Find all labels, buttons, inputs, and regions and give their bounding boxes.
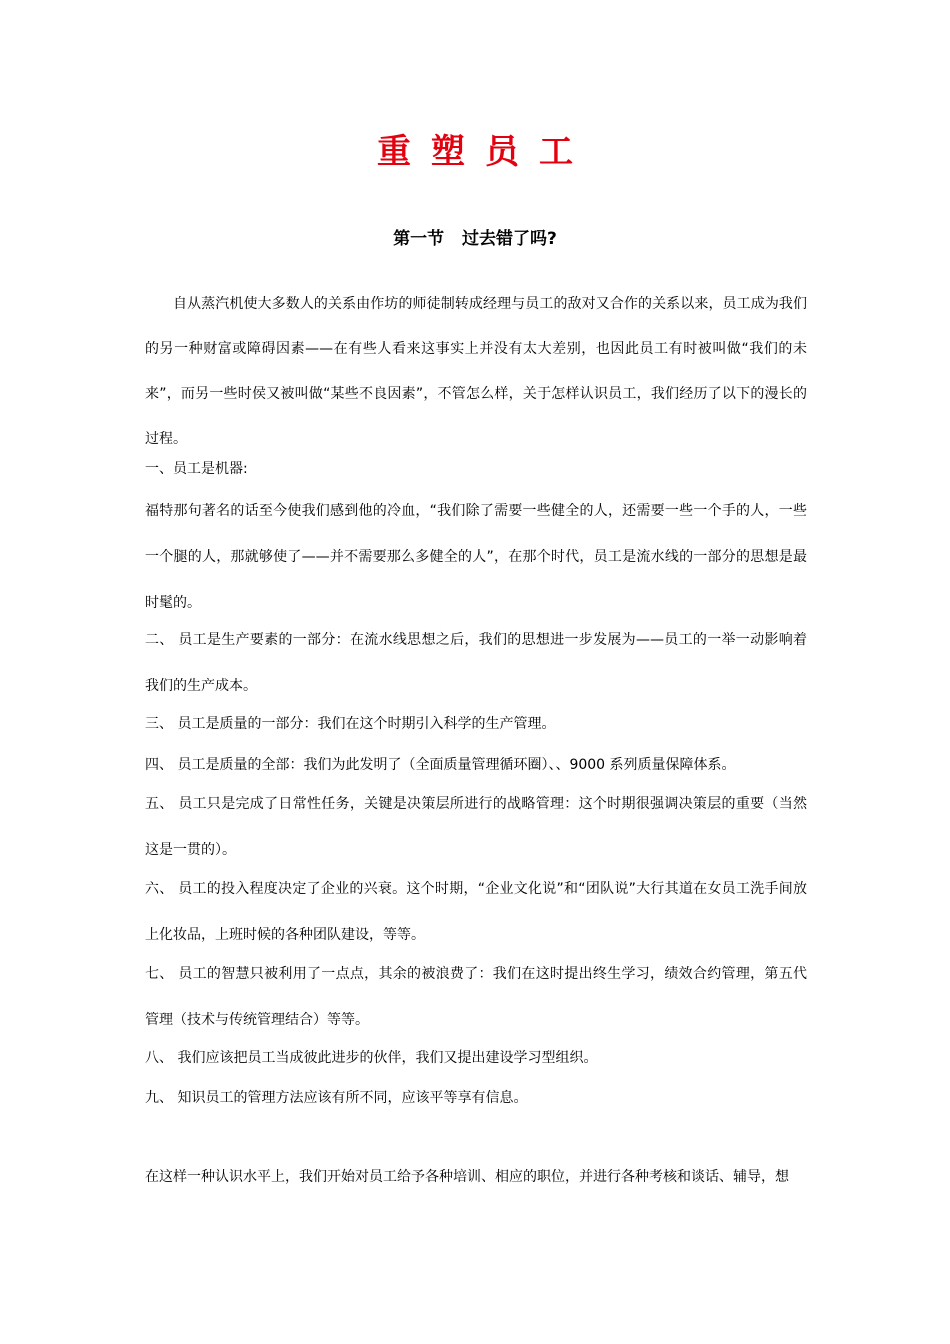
- item-9: 九、 知识员工的管理方法应该有所不同，应该平等享有信息。: [145, 1090, 528, 1106]
- document-title: 重塑员工: [377, 132, 593, 172]
- item-5: 五、 员工只是完成了日常性任务，关键是决策层所进行的战略管理：这个时期很强调决策层的重要（当然这是一贯的）。: [145, 796, 807, 858]
- item-1-heading: 一、员工是机器:: [145, 461, 248, 477]
- item-3: 三、 员工是质量的一部分：我们在这个时期引入科学的生产管理。: [145, 716, 556, 732]
- item-8: 八、 我们应该把员工当成彼此进步的伙伴，我们又提出建设学习型组织。: [145, 1050, 598, 1066]
- item-6: 六、 员工的投入程度决定了企业的兴衰。这个时期，“企业文化说”和“团队说”大行其道在女员工洗手间放上化妆品，上班时候的各种团队建设，等等。: [145, 881, 807, 943]
- item-1-text: 福特那句著名的话至今使我们感到他的冷血，“我们除了需要一些健全的人，还需要一些一个手的人，一些一个腿的人，那就够使了——并不需要那么多健全的人”，在那个时代，员工是流水线的一部分的思想是最时髦的。: [145, 503, 807, 611]
- item-2: 二、 员工是生产要素的一部分：在流水线思想之后，我们的思想进一步发展为——员工的一举一动影响着我们的生产成本。: [145, 632, 807, 694]
- item-4: 四、 员工是质量的全部：我们为此发明了（全面质量管理循环圈）、、9000 系列质量保障体系。: [145, 757, 736, 773]
- item-7: 七、 员工的智慧只被利用了一点点，其余的被浪费了：我们在这时提出终生学习，绩效合约管理，第五代管理（技术与传统管理结合）等等。: [145, 966, 807, 1028]
- section-title: 第一节 过去错了吗?: [393, 229, 557, 249]
- closing-paragraph: 在这样一种认识水平上，我们开始对员工给予各种培训、相应的职位，并进行各种考核和谈话、辅导，想: [145, 1169, 789, 1185]
- intro-paragraph: 自从蒸汽机使大多数人的关系由作坊的师徒制转成经理与员工的敌对又合作的关系以来，员工成为我们的另一种财富或障碍因素——在有些人看来这事实上并没有太大差别，也因此员工有时被叫做“我们的未来”，而另一些时侯又被叫做“某些不良因素”，不管怎么样，关于怎样认识员工，我们经历了以下的漫长的过程。: [145, 296, 807, 447]
